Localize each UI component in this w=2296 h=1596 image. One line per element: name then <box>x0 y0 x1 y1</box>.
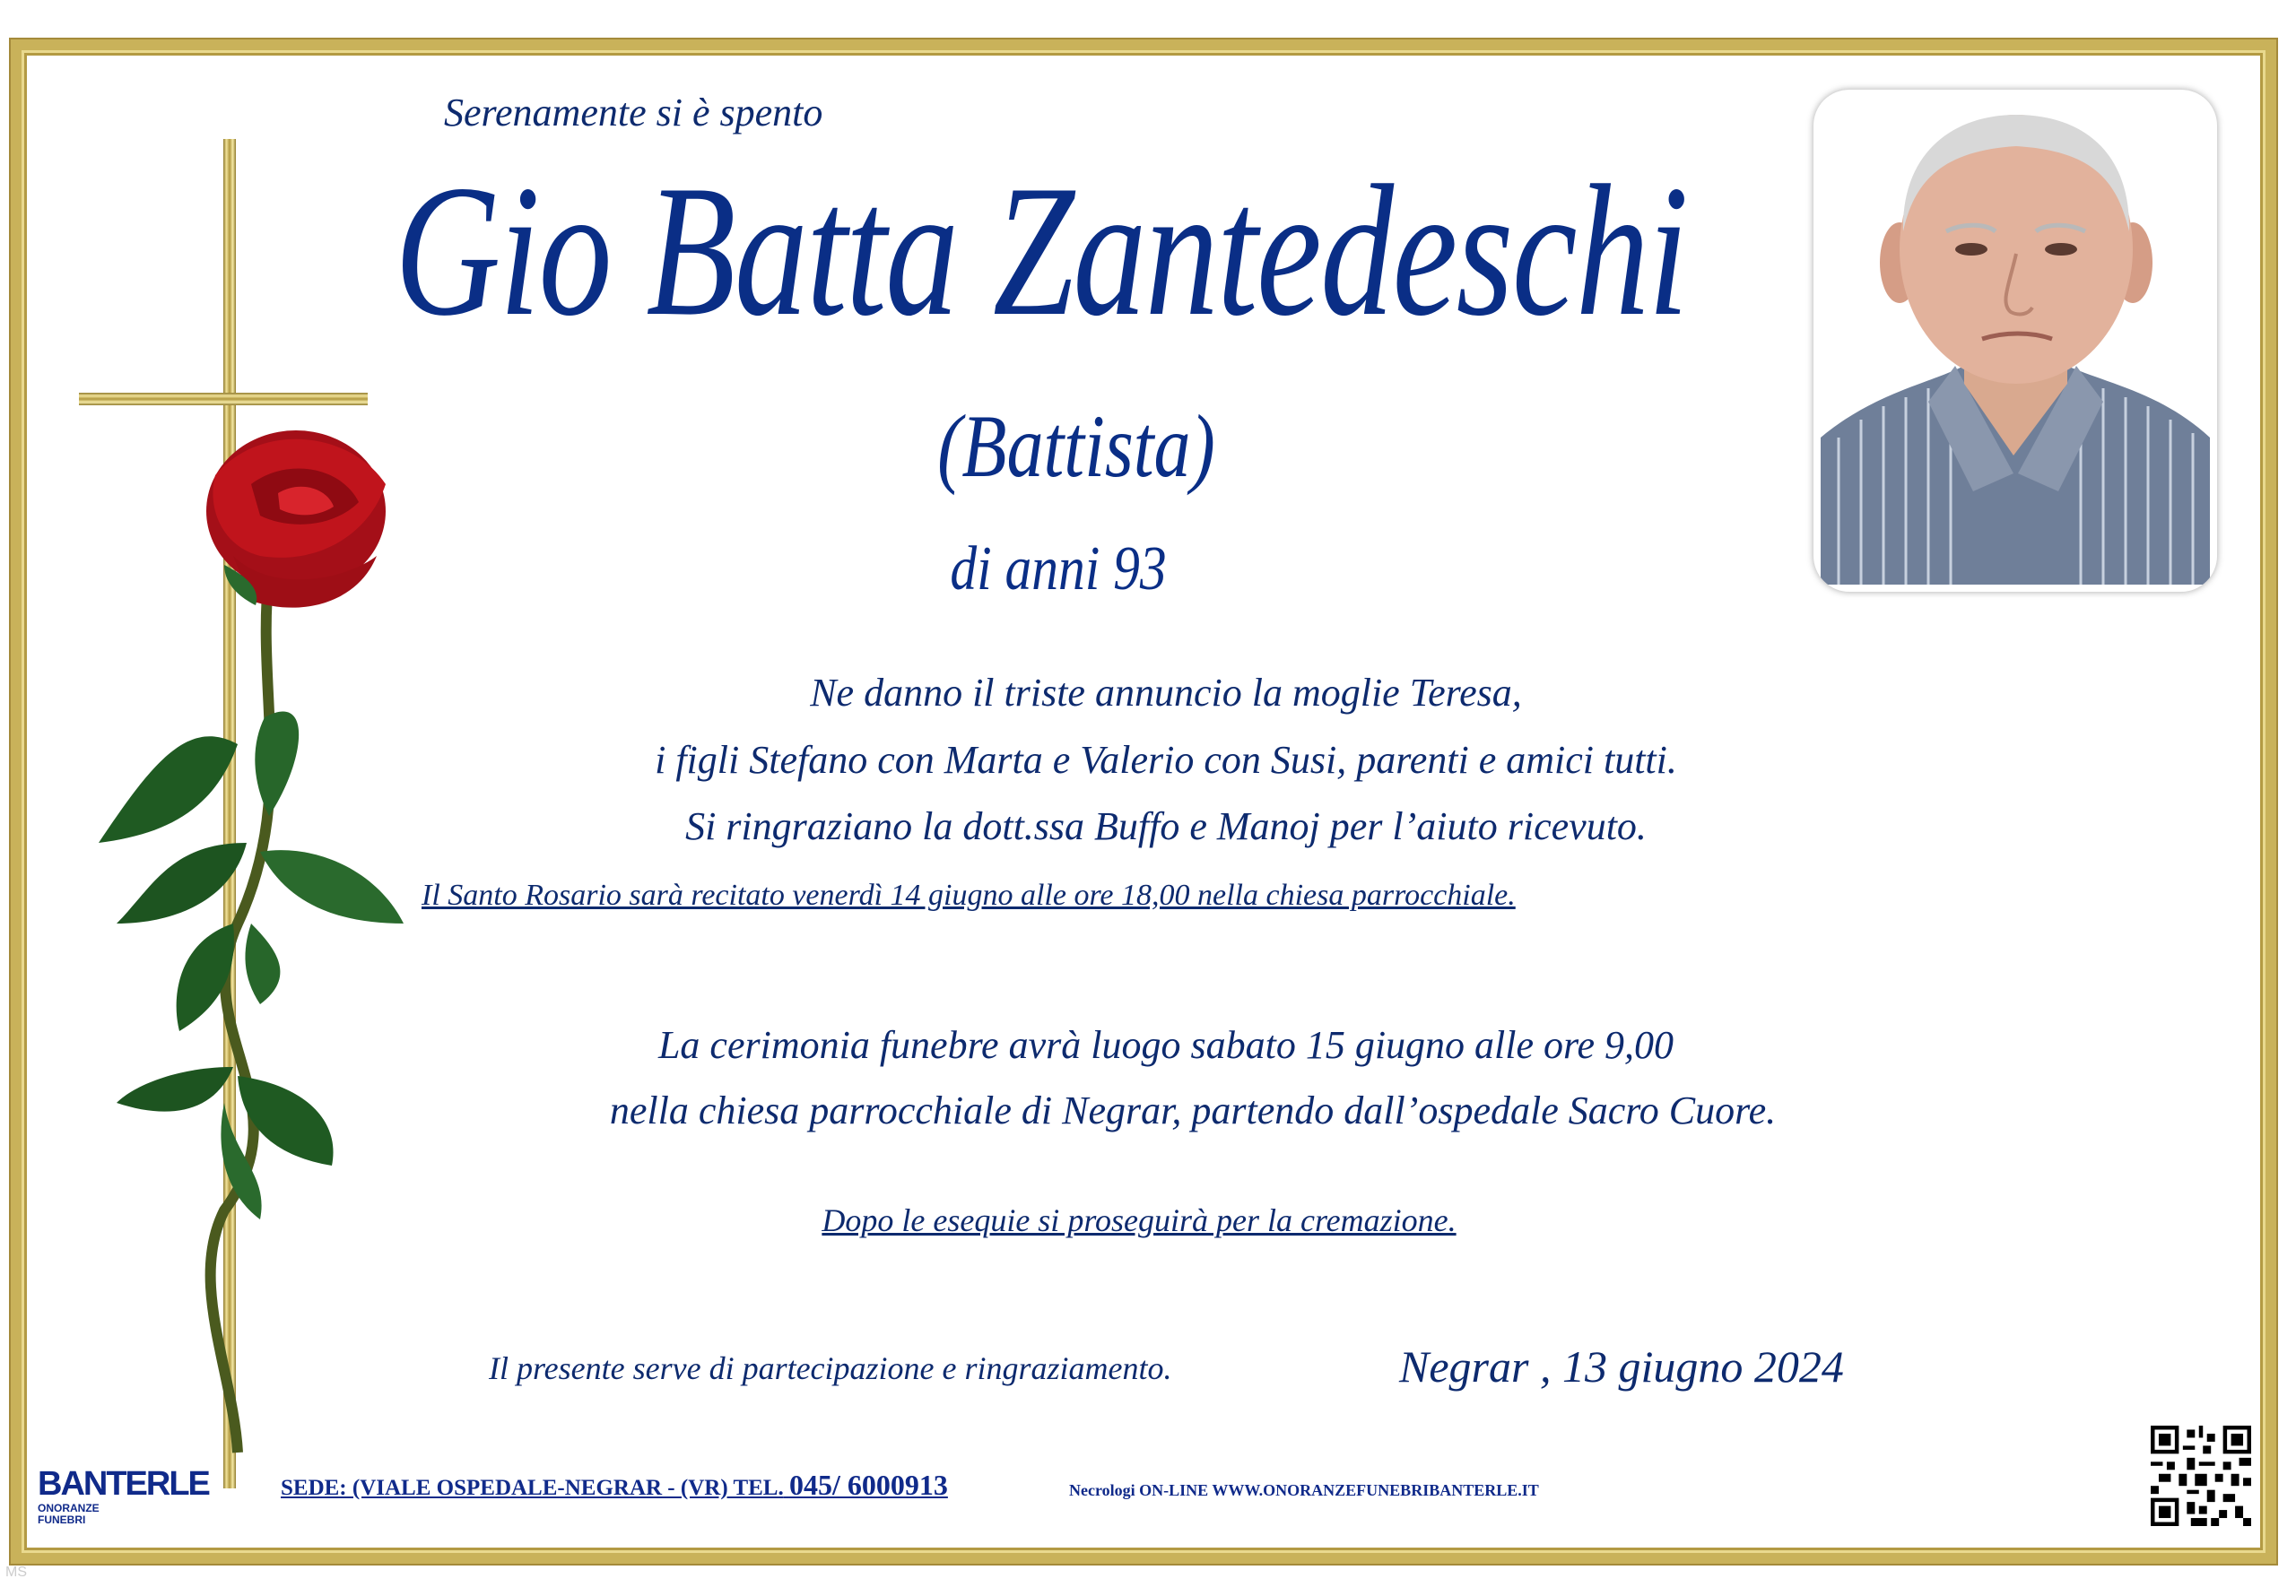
intro-text: Serenamente si è spento <box>444 91 823 134</box>
company-logo <box>38 1465 209 1526</box>
family-line: Ne danno il triste annuncio la moglie Teresa, <box>810 671 1522 715</box>
deceased-name: Gio Batta Zantedeschi <box>395 147 1688 355</box>
deceased-nickname: (Battista) <box>937 396 1215 496</box>
red-rose-icon <box>81 421 422 1479</box>
rosary-notice: Il Santo Rosario sarà recitato venerdì 14 giugno alle ore 18,00 nella chiesa parrocchiale. <box>422 879 1516 912</box>
family-line: Si ringraziano la dott.ssa Buffo e Manoj per l’aiuto ricevuto. <box>685 804 1647 848</box>
gold-cross-arm <box>79 393 368 405</box>
deceased-age: di anni 93 <box>950 534 1167 603</box>
thanks-text: Il presente serve di partecipazione e ringraziamento. <box>489 1350 1172 1386</box>
logo-wordmark: BANTERLE <box>38 1465 209 1503</box>
place-date: Negrar , 13 giugno 2024 <box>1399 1341 1844 1392</box>
address-text: SEDE: (VIALE OSPEDALE-NEGRAR - (VR) TEL. <box>281 1476 784 1500</box>
company-address <box>281 1469 948 1502</box>
ceremony-line: La cerimonia funebre avrà luogo sabato 15 giugno alle ore 9,00 <box>657 1023 1674 1067</box>
online-obituaries-link[interactable]: Necrologi ON-LINE WWW.ONORANZEFUNEBRIBANTERLE.IT <box>1069 1481 1539 1499</box>
ceremony-line: nella chiesa parrocchiale di Negrar, partendo dall’ospedale Sacro Cuore. <box>609 1089 1777 1132</box>
family-line: i figli Stefano con Marta e Valerio con Susi, parenti e amici tutti. <box>655 738 1677 782</box>
phone-number: 045/ 6000913 <box>788 1469 948 1501</box>
logo-subtitle: ONORANZE FUNEBRI <box>38 1502 100 1526</box>
watermark: MS <box>5 1565 27 1580</box>
cremation-notice: Dopo le esequie si proseguirà per la cremazione. <box>822 1202 1457 1238</box>
portrait-photo <box>1813 90 2217 592</box>
qr-code-icon <box>2151 1426 2251 1526</box>
